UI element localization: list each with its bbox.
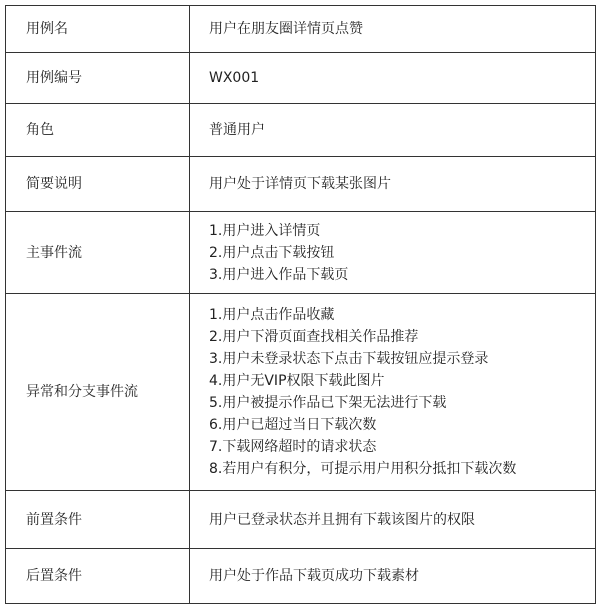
row-value-list <box>190 212 596 294</box>
table-row <box>6 6 596 53</box>
table-row <box>6 157 596 212</box>
row-label: 用例名 <box>6 6 190 53</box>
table-row <box>6 104 596 157</box>
list-item: 1.用户进入详情页 <box>209 222 321 239</box>
table-row <box>6 53 596 104</box>
list-item: 3.用户进入作品下载页 <box>209 266 349 283</box>
list-item: 3.用户未登录状态下点击下载按钮应提示登录 <box>209 351 489 367</box>
row-label: 异常和分支事件流 <box>6 294 190 491</box>
row-value: WX001 <box>190 53 596 104</box>
row-value: 普通用户 <box>190 104 596 157</box>
row-label: 前置条件 <box>6 491 190 549</box>
table-row <box>6 212 596 294</box>
list-item: 8.若用户有积分，可提示用户用积分抵扣下载次数 <box>209 461 517 477</box>
row-label: 用例编号 <box>6 53 190 104</box>
use-case-table <box>5 5 596 604</box>
row-label: 主事件流 <box>6 212 190 294</box>
table-row <box>6 549 596 604</box>
row-label: 角色 <box>6 104 190 157</box>
table-row <box>6 294 596 491</box>
row-value-list <box>190 294 596 491</box>
row-value: 用户在朋友圈详情页点赞 <box>190 6 596 53</box>
list-item: 1.用户点击作品收藏 <box>209 307 335 323</box>
list-item: 2.用户下滑页面查找相关作品推荐 <box>209 329 419 345</box>
table-row <box>6 491 596 549</box>
row-value: 用户已登录状态并且拥有下载该图片的权限 <box>190 491 596 549</box>
list-item: 6.用户已超过当日下载次数 <box>209 417 377 433</box>
row-value: 用户处于作品下载页成功下载素材 <box>190 549 596 604</box>
list-item: 2.用户点击下载按钮 <box>209 244 335 261</box>
list-item: 5.用户被提示作品已下架无法进行下载 <box>209 395 447 411</box>
row-label: 简要说明 <box>6 157 190 212</box>
list-item: 7.下载网络超时的请求状态 <box>209 439 377 455</box>
row-label: 后置条件 <box>6 549 190 604</box>
row-value: 用户处于详情页下载某张图片 <box>190 157 596 212</box>
list-item: 4.用户无VIP权限下载此图片 <box>209 373 385 389</box>
